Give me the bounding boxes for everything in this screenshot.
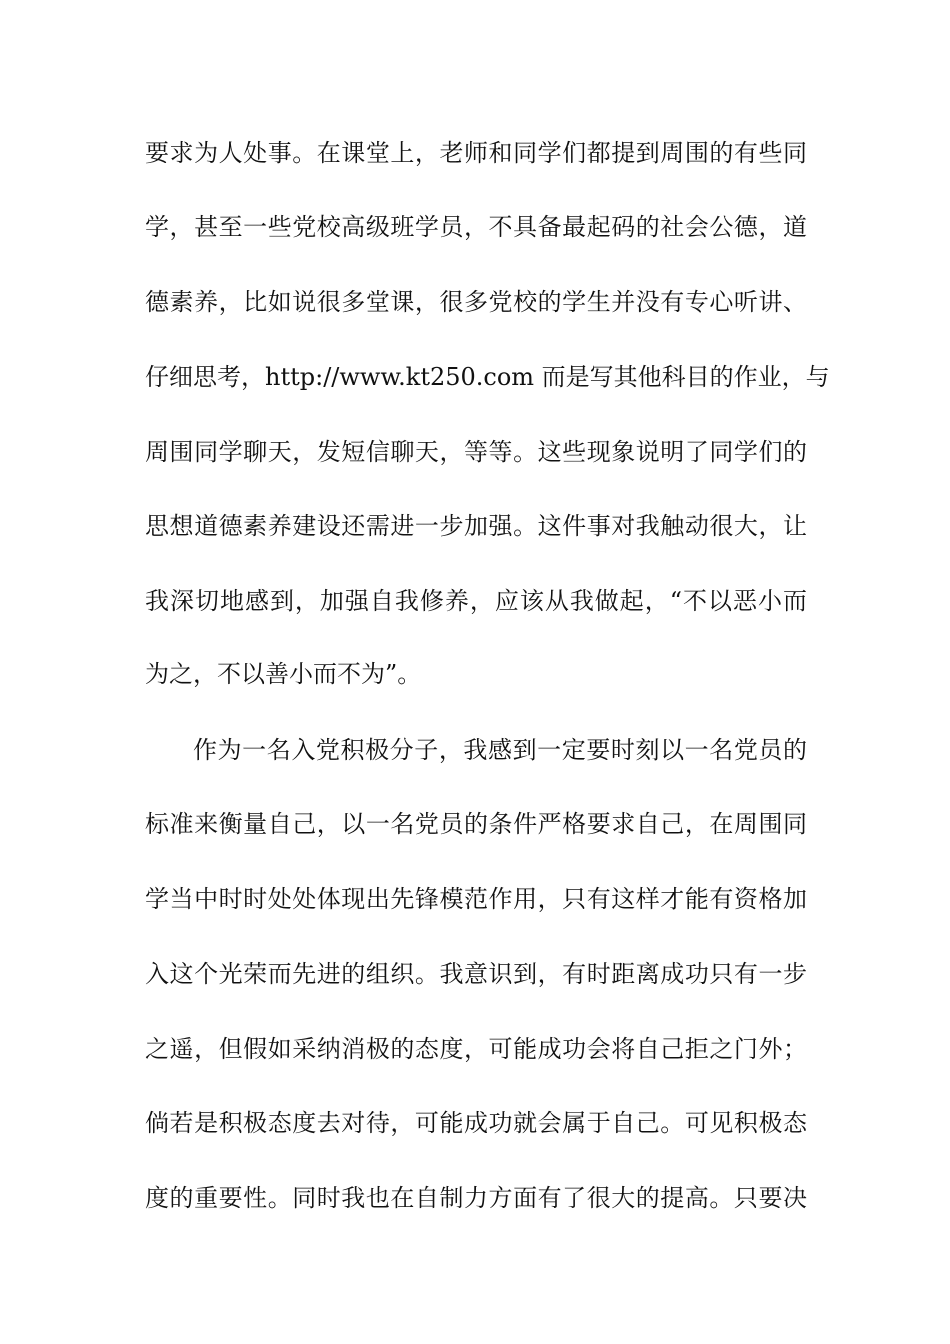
paragraph-2-line-2: 标准来衡量自己，以一名党员的条件严格要求自己，在周围同 <box>145 810 807 838</box>
paragraph-2-line-7: 度的重要性。同时我也在自制力方面有了很大的提高。只要决 <box>145 1184 807 1212</box>
paragraph-1-line-8: 为之，不以善小而不为”。 <box>145 660 422 688</box>
paragraph-2-line-5: 之遥，但假如采纳消极的态度，可能成功会将自己拒之门外； <box>145 1035 807 1063</box>
paragraph-1-line-4: 仔细思考，http://www.kt250.com 而是写其他科目的作业，与 <box>145 363 830 391</box>
paragraph-1-line-6: 思想道德素养建设还需进一步加强。这件事对我触动很大，让 <box>145 512 807 540</box>
paragraph-1-line-7: 我深切地感到，加强自我修养，应该从我做起，“不以恶小而 <box>145 587 807 615</box>
paragraph-1-line-1: 要求为人处事。在课堂上，老师和同学们都提到周围的有些同 <box>145 139 807 167</box>
paragraph-1-line-3: 德素养，比如说很多堂课，很多党校的学生并没有专心听讲、 <box>145 288 807 316</box>
paragraph-2-line-3: 学当中时时处处体现出先锋模范作用，只有这样才能有资格加 <box>145 885 807 913</box>
paragraph-2-line-6: 倘若是积极态度去对待，可能成功就会属于自己。可见积极态 <box>145 1109 807 1137</box>
paragraph-1-line-2: 学，甚至一些党校高级班学员，不具备最起码的社会公德，道 <box>145 213 807 241</box>
paragraph-1-line-5: 周围同学聊天，发短信聊天，等等。这些现象说明了同学们的 <box>145 438 807 466</box>
paragraph-2-line-1: 作为一名入党积极分子，我感到一定要时刻以一名党员的 <box>193 736 807 764</box>
paragraph-2-line-4: 入这个光荣而先进的组织。我意识到，有时距离成功只有一步 <box>145 960 807 988</box>
